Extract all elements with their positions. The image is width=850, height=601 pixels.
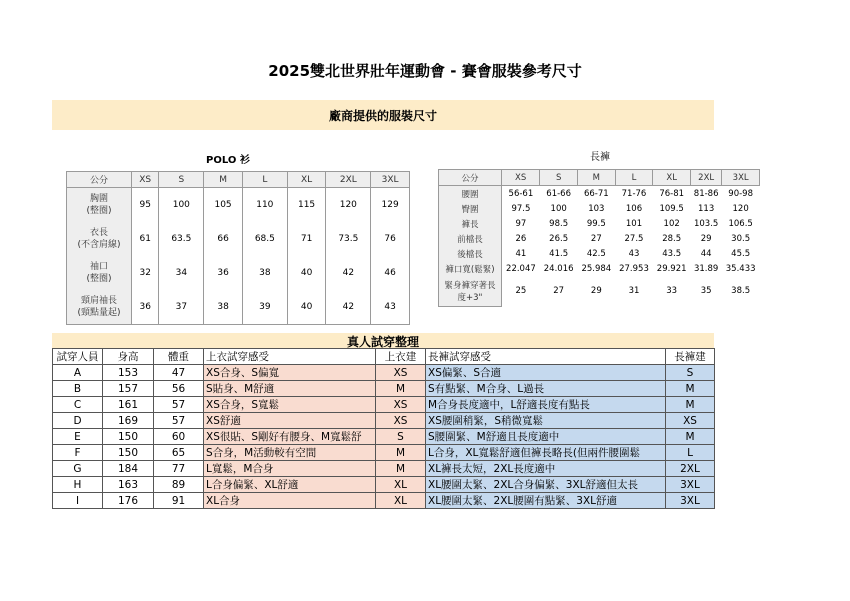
tryon-top-feel: XL合身: [204, 493, 376, 509]
vendor-section-title: 廠商提供的服裝尺寸: [328, 109, 437, 123]
polo-row-length: [67, 222, 410, 256]
tryon-top-size: XL: [376, 477, 426, 493]
pants-header-cell: XS: [502, 170, 540, 186]
pants-cell: 35: [700, 286, 712, 297]
tryon-row: [53, 381, 715, 397]
tryon-weight: 57: [154, 397, 204, 413]
pants-cell: 71-76: [621, 188, 647, 199]
pants-row-tights: [439, 276, 760, 307]
pants-table-title: 長褲: [590, 152, 610, 163]
tryon-weight: 57: [154, 413, 204, 429]
tryon-top-size: M: [376, 461, 426, 477]
pants-cell: 90-98: [728, 188, 753, 199]
pants-row-back-rise: [439, 246, 760, 261]
tryon-top-feel: XS合身，S寬鬆: [204, 397, 376, 413]
tryon-top-size: S: [376, 429, 426, 445]
tryon-row: [53, 413, 715, 429]
tryon-top-size: XS: [376, 413, 426, 429]
tryon-pants-feel: XS偏緊、S合適: [426, 365, 666, 381]
tryon-pants-feel: S有點緊、M合身、L過長: [426, 381, 666, 397]
polo-cell: 115: [287, 188, 326, 223]
polo-cell: 40: [287, 290, 326, 325]
tryon-top-feel: S貼身、M舒適: [204, 381, 376, 397]
tryon-pants-size: M: [666, 397, 715, 413]
tryon-pants-size: S: [666, 365, 715, 381]
pants-cell: 26.5: [549, 233, 569, 244]
pants-cell: 43: [628, 248, 640, 259]
pants-header-cell: 3XL: [722, 170, 760, 186]
pants-row-label: 褲口寬(鬆緊): [439, 261, 502, 276]
tryon-height: 150: [103, 429, 154, 445]
tryon-pants-feel: L合身，XL寬鬆舒適但褲長略長(但兩件腰圍鬆: [426, 445, 666, 461]
pants-header-cell: XL: [653, 170, 691, 186]
tryon-row: [53, 477, 715, 493]
tryon-row: [53, 365, 715, 381]
tryon-weight: 65: [154, 445, 204, 461]
polo-row-label: 袖口 (整圈): [67, 256, 132, 290]
pants-cell: 97: [515, 218, 527, 229]
tryon-height: 150: [103, 445, 154, 461]
polo-cell: 38: [204, 290, 243, 325]
polo-cell: 73.5: [326, 222, 371, 256]
tryon-row: [53, 493, 715, 509]
tryon-top-size: XS: [376, 397, 426, 413]
pants-row-length: [439, 216, 760, 231]
tryon-weight: 91: [154, 493, 204, 509]
polo-cell: 39: [242, 290, 287, 325]
tryon-pants-size: 2XL: [666, 461, 715, 477]
polo-size-table: [66, 171, 410, 325]
polo-cell: 40: [287, 256, 326, 290]
pants-cell: 31: [628, 286, 640, 297]
tryon-pants-size: M: [666, 429, 715, 445]
pants-cell: 102: [663, 218, 680, 229]
pants-row-label: 腰圍: [439, 186, 502, 202]
tryon-row: [53, 397, 715, 413]
pants-header-cell: M: [577, 170, 615, 186]
pants-cell: 66-71: [583, 188, 609, 199]
pants-header-cell: S: [540, 170, 578, 186]
polo-cell: 105: [204, 188, 243, 223]
pants-cell: 45.5: [731, 248, 751, 259]
tryon-pants-size: 3XL: [666, 493, 715, 509]
pants-cell: 103: [588, 203, 605, 214]
pants-cell: 113: [698, 203, 715, 214]
pants-cell: 106.5: [728, 218, 753, 229]
tryon-pants-size: 3XL: [666, 477, 715, 493]
pants-cell: 31.89: [693, 263, 719, 274]
pants-cell: 33: [666, 286, 678, 297]
tryon-top-size: XS: [376, 365, 426, 381]
tryon-height: 153: [103, 365, 154, 381]
pants-cell: 76-81: [659, 188, 685, 199]
pants-header-cell: 2XL: [691, 170, 722, 186]
polo-cell: 63.5: [159, 222, 204, 256]
tryon-table: [52, 348, 715, 509]
polo-header-cell: S: [159, 172, 204, 188]
pants-cell: 24.016: [543, 263, 574, 274]
polo-row-label: 胸圍 (整圈): [67, 188, 132, 223]
tryon-person: H: [53, 477, 103, 493]
tryon-weight: 89: [154, 477, 204, 493]
tryon-section-title: 真人試穿整理: [346, 335, 419, 349]
polo-header-cell: XL: [287, 172, 326, 188]
tryon-header-cell: 長褲試穿感受: [426, 349, 666, 365]
tryon-height: 184: [103, 461, 154, 477]
pants-cell: 97.5: [511, 203, 531, 214]
tryon-height: 176: [103, 493, 154, 509]
tryon-person: G: [53, 461, 103, 477]
pants-cell: 43.5: [662, 248, 682, 259]
polo-cell: 43: [371, 290, 410, 325]
polo-header-row: [67, 172, 410, 188]
pants-cell: 35.433: [725, 263, 756, 274]
tryon-pants-feel: M合身長度適中，L舒適長度有點長: [426, 397, 666, 413]
pants-cell: 22.047: [506, 263, 536, 274]
tryon-top-size: M: [376, 445, 426, 461]
tryon-height: 163: [103, 477, 154, 493]
pants-cell: 109.5: [659, 203, 684, 214]
tryon-person: C: [53, 397, 103, 413]
polo-row-label: 衣長 (不含肩線): [67, 222, 132, 256]
tryon-height: 157: [103, 381, 154, 397]
polo-header-cell: XS: [132, 172, 159, 188]
tryon-weight: 77: [154, 461, 204, 477]
polo-cell: 32: [132, 256, 159, 290]
tryon-height: 161: [103, 397, 154, 413]
tryon-top-feel: S合身，M活動較有空間: [204, 445, 376, 461]
pants-cell: 81-86: [693, 188, 719, 199]
polo-cell: 76: [371, 222, 410, 256]
tryon-pants-feel: XL腰圍太緊、2XL合身偏緊、3XL舒適但太長: [426, 477, 666, 493]
tryon-top-size: M: [376, 381, 426, 397]
polo-cell: 36: [204, 256, 243, 290]
pants-cell: 27.5: [624, 233, 644, 244]
pants-cell: 42.5: [586, 248, 606, 259]
tryon-pants-feel: XS腰圍稍緊，S稍微寬鬆: [426, 413, 666, 429]
tryon-pants-size: L: [666, 445, 715, 461]
polo-cell: 61: [132, 222, 159, 256]
pants-header-row: [439, 170, 760, 186]
tryon-weight: 56: [154, 381, 204, 397]
pants-cell: 103.5: [693, 218, 719, 229]
pants-cell: 27: [590, 233, 602, 244]
tryon-header-row: [53, 349, 715, 365]
tryon-pants-size: XS: [666, 413, 715, 429]
pants-cell: 29: [590, 286, 602, 297]
pants-cell: 38.5: [731, 286, 751, 297]
pants-cell: 101: [625, 218, 643, 229]
polo-table-title: POLO 衫: [206, 155, 250, 166]
polo-cell: 38: [242, 256, 287, 290]
pants-header-cell: 公分: [439, 170, 502, 186]
tryon-person: F: [53, 445, 103, 461]
pants-row-hip: [439, 201, 760, 216]
tryon-row: [53, 445, 715, 461]
pants-row-label: 褲長: [439, 216, 502, 231]
tryon-top-feel: XS舒適: [204, 413, 376, 429]
polo-cell: 71: [287, 222, 326, 256]
pants-row-front-rise: [439, 231, 760, 246]
pants-row-label: 緊身褲穿著長 度+3": [439, 276, 502, 307]
pants-cell: 61-66: [546, 188, 571, 199]
pants-cell: 27.953: [619, 263, 649, 274]
pants-cell: 56-61: [508, 188, 534, 199]
polo-row-label: 頸肩袖長 (頸點量起): [67, 290, 132, 325]
polo-cell: 66: [204, 222, 243, 256]
pants-cell: 25: [515, 286, 527, 297]
tryon-person: I: [53, 493, 103, 509]
polo-cell: 46: [371, 256, 410, 290]
pants-cell: 25.984: [581, 263, 612, 274]
tryon-header-cell: 體重: [154, 349, 204, 365]
tryon-weight: 60: [154, 429, 204, 445]
pants-cell: 26: [515, 233, 527, 244]
tryon-top-feel: XS合身、S偏寬: [204, 365, 376, 381]
tryon-header-cell: 身高: [103, 349, 154, 365]
polo-cell: 42: [326, 290, 371, 325]
tryon-person: A: [53, 365, 103, 381]
tryon-pants-feel: S腰圍緊、M舒適且長度適中: [426, 429, 666, 445]
polo-header-cell: 3XL: [371, 172, 410, 188]
pants-cell: 98.5: [549, 218, 569, 229]
polo-row-chest: [67, 188, 410, 223]
tryon-top-size: XL: [376, 493, 426, 509]
polo-cell: 68.5: [242, 222, 287, 256]
tryon-header-cell: 長褲建: [666, 349, 715, 365]
tryon-weight: 47: [154, 365, 204, 381]
tryon-top-feel: L寬鬆，M合身: [204, 461, 376, 477]
polo-cell: 100: [159, 188, 204, 223]
page-title: 2025雙北世界壯年運動會 - 賽會服裝參考尺寸: [268, 62, 582, 80]
pants-size-table: [438, 169, 760, 307]
pants-cell: 44: [700, 248, 712, 259]
polo-row-cuff: [67, 256, 410, 290]
pants-row-label: 臀圍: [439, 201, 502, 216]
polo-cell: 129: [371, 188, 410, 223]
pants-row-label: 後檔長: [439, 246, 502, 261]
tryon-person: B: [53, 381, 103, 397]
polo-cell: 36: [132, 290, 159, 325]
tryon-top-feel: L合身偏緊、XL舒適: [204, 477, 376, 493]
polo-row-sleeve: [67, 290, 410, 325]
tryon-row: [53, 429, 715, 445]
pants-cell: 27: [553, 286, 565, 297]
tryon-person: E: [53, 429, 103, 445]
pants-cell: 29: [700, 233, 712, 244]
tryon-header-cell: 上衣試穿感受: [204, 349, 376, 365]
tryon-header-cell: 試穿人員: [53, 349, 103, 365]
tryon-header-cell: 上衣建: [376, 349, 426, 365]
tryon-person: D: [53, 413, 103, 429]
tryon-pants-feel: XL腰圍太緊、2XL腰圍有點緊、3XL舒適: [426, 493, 666, 509]
tryon-pants-size: M: [666, 381, 715, 397]
pants-cell: 41: [515, 248, 527, 259]
polo-cell: 120: [326, 188, 371, 223]
tryon-row: [53, 461, 715, 477]
polo-cell: 34: [159, 256, 204, 290]
polo-header-cell: 公分: [67, 172, 132, 188]
pants-cell: 28.5: [662, 233, 682, 244]
pants-cell: 30.5: [731, 233, 751, 244]
polo-cell: 37: [159, 290, 204, 325]
pants-cell: 100: [550, 203, 567, 214]
polo-cell: 42: [326, 256, 371, 290]
pants-row-waist: [439, 186, 760, 202]
pants-row-label: 前檔長: [439, 231, 502, 246]
tryon-height: 169: [103, 413, 154, 429]
pants-cell: 29.921: [656, 263, 687, 274]
pants-cell: 120: [732, 203, 749, 214]
tryon-top-feel: XS很貼、S剛好有腰身、M寬鬆舒: [204, 429, 376, 445]
tryon-pants-feel: XL褲長太短，2XL長度適中: [426, 461, 666, 477]
polo-cell: 95: [132, 188, 159, 223]
polo-cell: 110: [242, 188, 287, 223]
polo-header-cell: 2XL: [326, 172, 371, 188]
polo-header-cell: M: [204, 172, 243, 188]
pants-cell: 41.5: [549, 248, 569, 259]
pants-row-hem: [439, 261, 760, 276]
pants-cell: 106: [625, 203, 643, 214]
polo-header-cell: L: [242, 172, 287, 188]
pants-header-cell: L: [615, 170, 653, 186]
pants-cell: 99.5: [586, 218, 606, 229]
